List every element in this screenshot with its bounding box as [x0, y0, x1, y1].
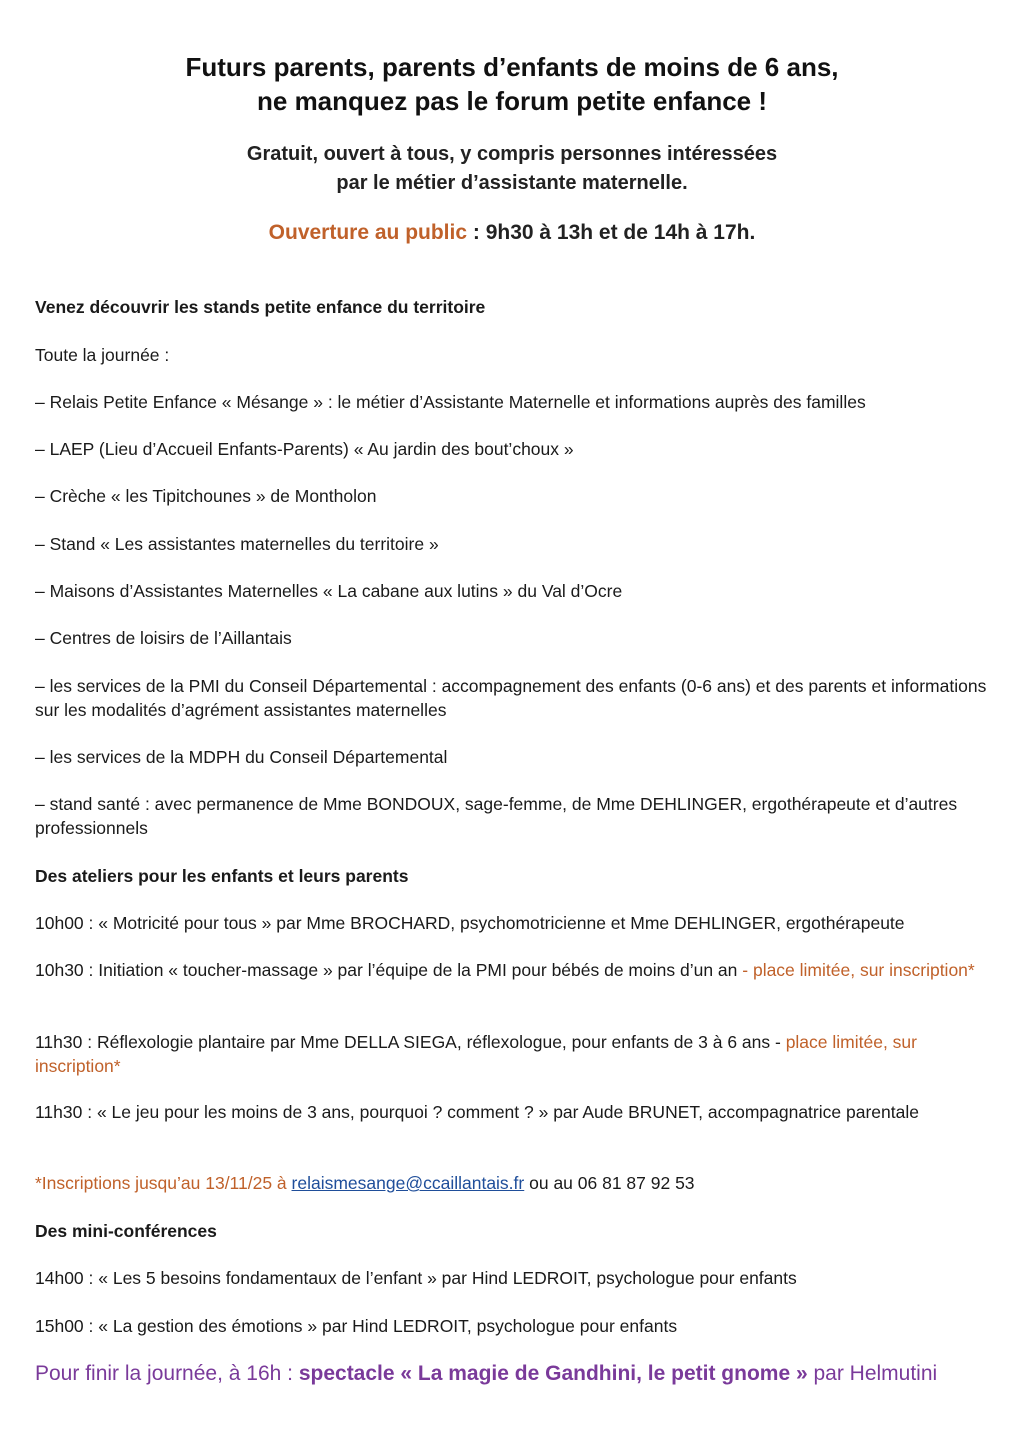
finale-line — [35, 1362, 1015, 1386]
finale-prefix: Pour finir la journée, à 16h : — [35, 1362, 299, 1385]
atelier-limited-note: place limitée, sur inscription* — [35, 1032, 917, 1076]
atelier-item — [35, 958, 1000, 982]
stand-item: – stand santé : avec permanence de Mme BONDOUX, sage-femme, de Mme DEHLINGER, ergothérapeute et d’autres professionnels — [35, 794, 958, 838]
stands-intro: Toute la journée : — [35, 345, 170, 365]
conference-item: 15h00 : « La gestion des émotions » par Hind LEDROIT, psychologue pour enfants — [35, 1316, 678, 1336]
opening-label: Ouverture au public — [268, 221, 468, 244]
title-line-1: Futurs parents, parents d’enfants de moins de 6 ans, — [185, 52, 839, 82]
atelier-text: 11h30 : Réflexologie plantaire par Mme DELLA SIEGA, réflexologue, pour enfants de 3 à 6 ans - — [35, 1032, 781, 1052]
atelier-item: 11h30 : « Le jeu pour les moins de 3 ans, pourquoi ? comment ? » par Aude BRUNET, accompagnatrice parentale — [35, 1102, 919, 1122]
opening-hours-text: : 9h30 à 13h et de 14h à 17h. — [467, 221, 756, 244]
ateliers-heading: Des ateliers pour les enfants et leurs parents — [35, 866, 409, 886]
inscription-email-link[interactable]: relaismesange@ccaillantais.fr — [291, 1173, 525, 1193]
stand-item: – Stand « Les assistantes maternelles du territoire » — [35, 534, 439, 554]
subtitle-line-1: Gratuit, ouvert à tous, y compris personnes intéressées — [246, 143, 778, 165]
stand-item: – Crèche « les Tipitchounes » de Montholon — [35, 486, 377, 506]
stand-item: – les services de la PMI du Conseil Départemental : accompagnement des enfants (0-6 ans) et des parents et informations sur les modalités d’agrément assistantes maternelles — [35, 676, 987, 720]
atelier-text: 10h30 : Initiation « toucher-massage » par l’équipe de la PMI pour bébés de moins d’un an — [35, 960, 738, 980]
page-title — [0, 50, 1024, 118]
inscription-prefix: *Inscriptions jusqu’au 13/11/25 à — [35, 1173, 292, 1193]
stands-heading: Venez découvrir les stands petite enfance du territoire — [35, 297, 486, 317]
stand-item: – Centres de loisirs de l’Aillantais — [35, 628, 292, 648]
stand-item: – LAEP (Lieu d’Accueil Enfants-Parents) « Au jardin des bout’choux » — [35, 439, 574, 459]
finale-suffix: par Helmutini — [807, 1362, 938, 1385]
inscription-suffix: ou au 06 81 87 92 53 — [524, 1173, 695, 1193]
opening-hours — [0, 221, 1024, 245]
title-line-2: ne manquez pas le forum petite enfance ! — [257, 86, 767, 116]
subtitle — [0, 140, 1024, 198]
conference-item: 14h00 : « Les 5 besoins fondamentaux de l’enfant » par Hind LEDROIT, psychologue pour enfants — [35, 1268, 797, 1288]
atelier-limited-note: - place limitée, sur inscription* — [737, 960, 975, 980]
inscription-line — [35, 1171, 1000, 1195]
atelier-item: 10h00 : « Motricité pour tous » par Mme BROCHARD, psychomotricienne et Mme DEHLINGER, ergothérapeute — [35, 913, 905, 933]
stand-item: – Relais Petite Enfance « Mésange » : le métier d’Assistante Maternelle et informations auprès des familles — [35, 392, 866, 412]
atelier-item — [35, 1030, 1000, 1078]
stand-item: – Maisons d’Assistantes Maternelles « La cabane aux lutins » du Val d’Ocre — [35, 581, 623, 601]
subtitle-line-2: par le métier d’assistante maternelle. — [336, 172, 688, 194]
stand-item: – les services de la MDPH du Conseil Départemental — [35, 747, 448, 767]
conferences-heading: Des mini-conférences — [35, 1221, 217, 1241]
finale-show: spectacle « La magie de Gandhini, le petit gnome » — [298, 1362, 808, 1385]
